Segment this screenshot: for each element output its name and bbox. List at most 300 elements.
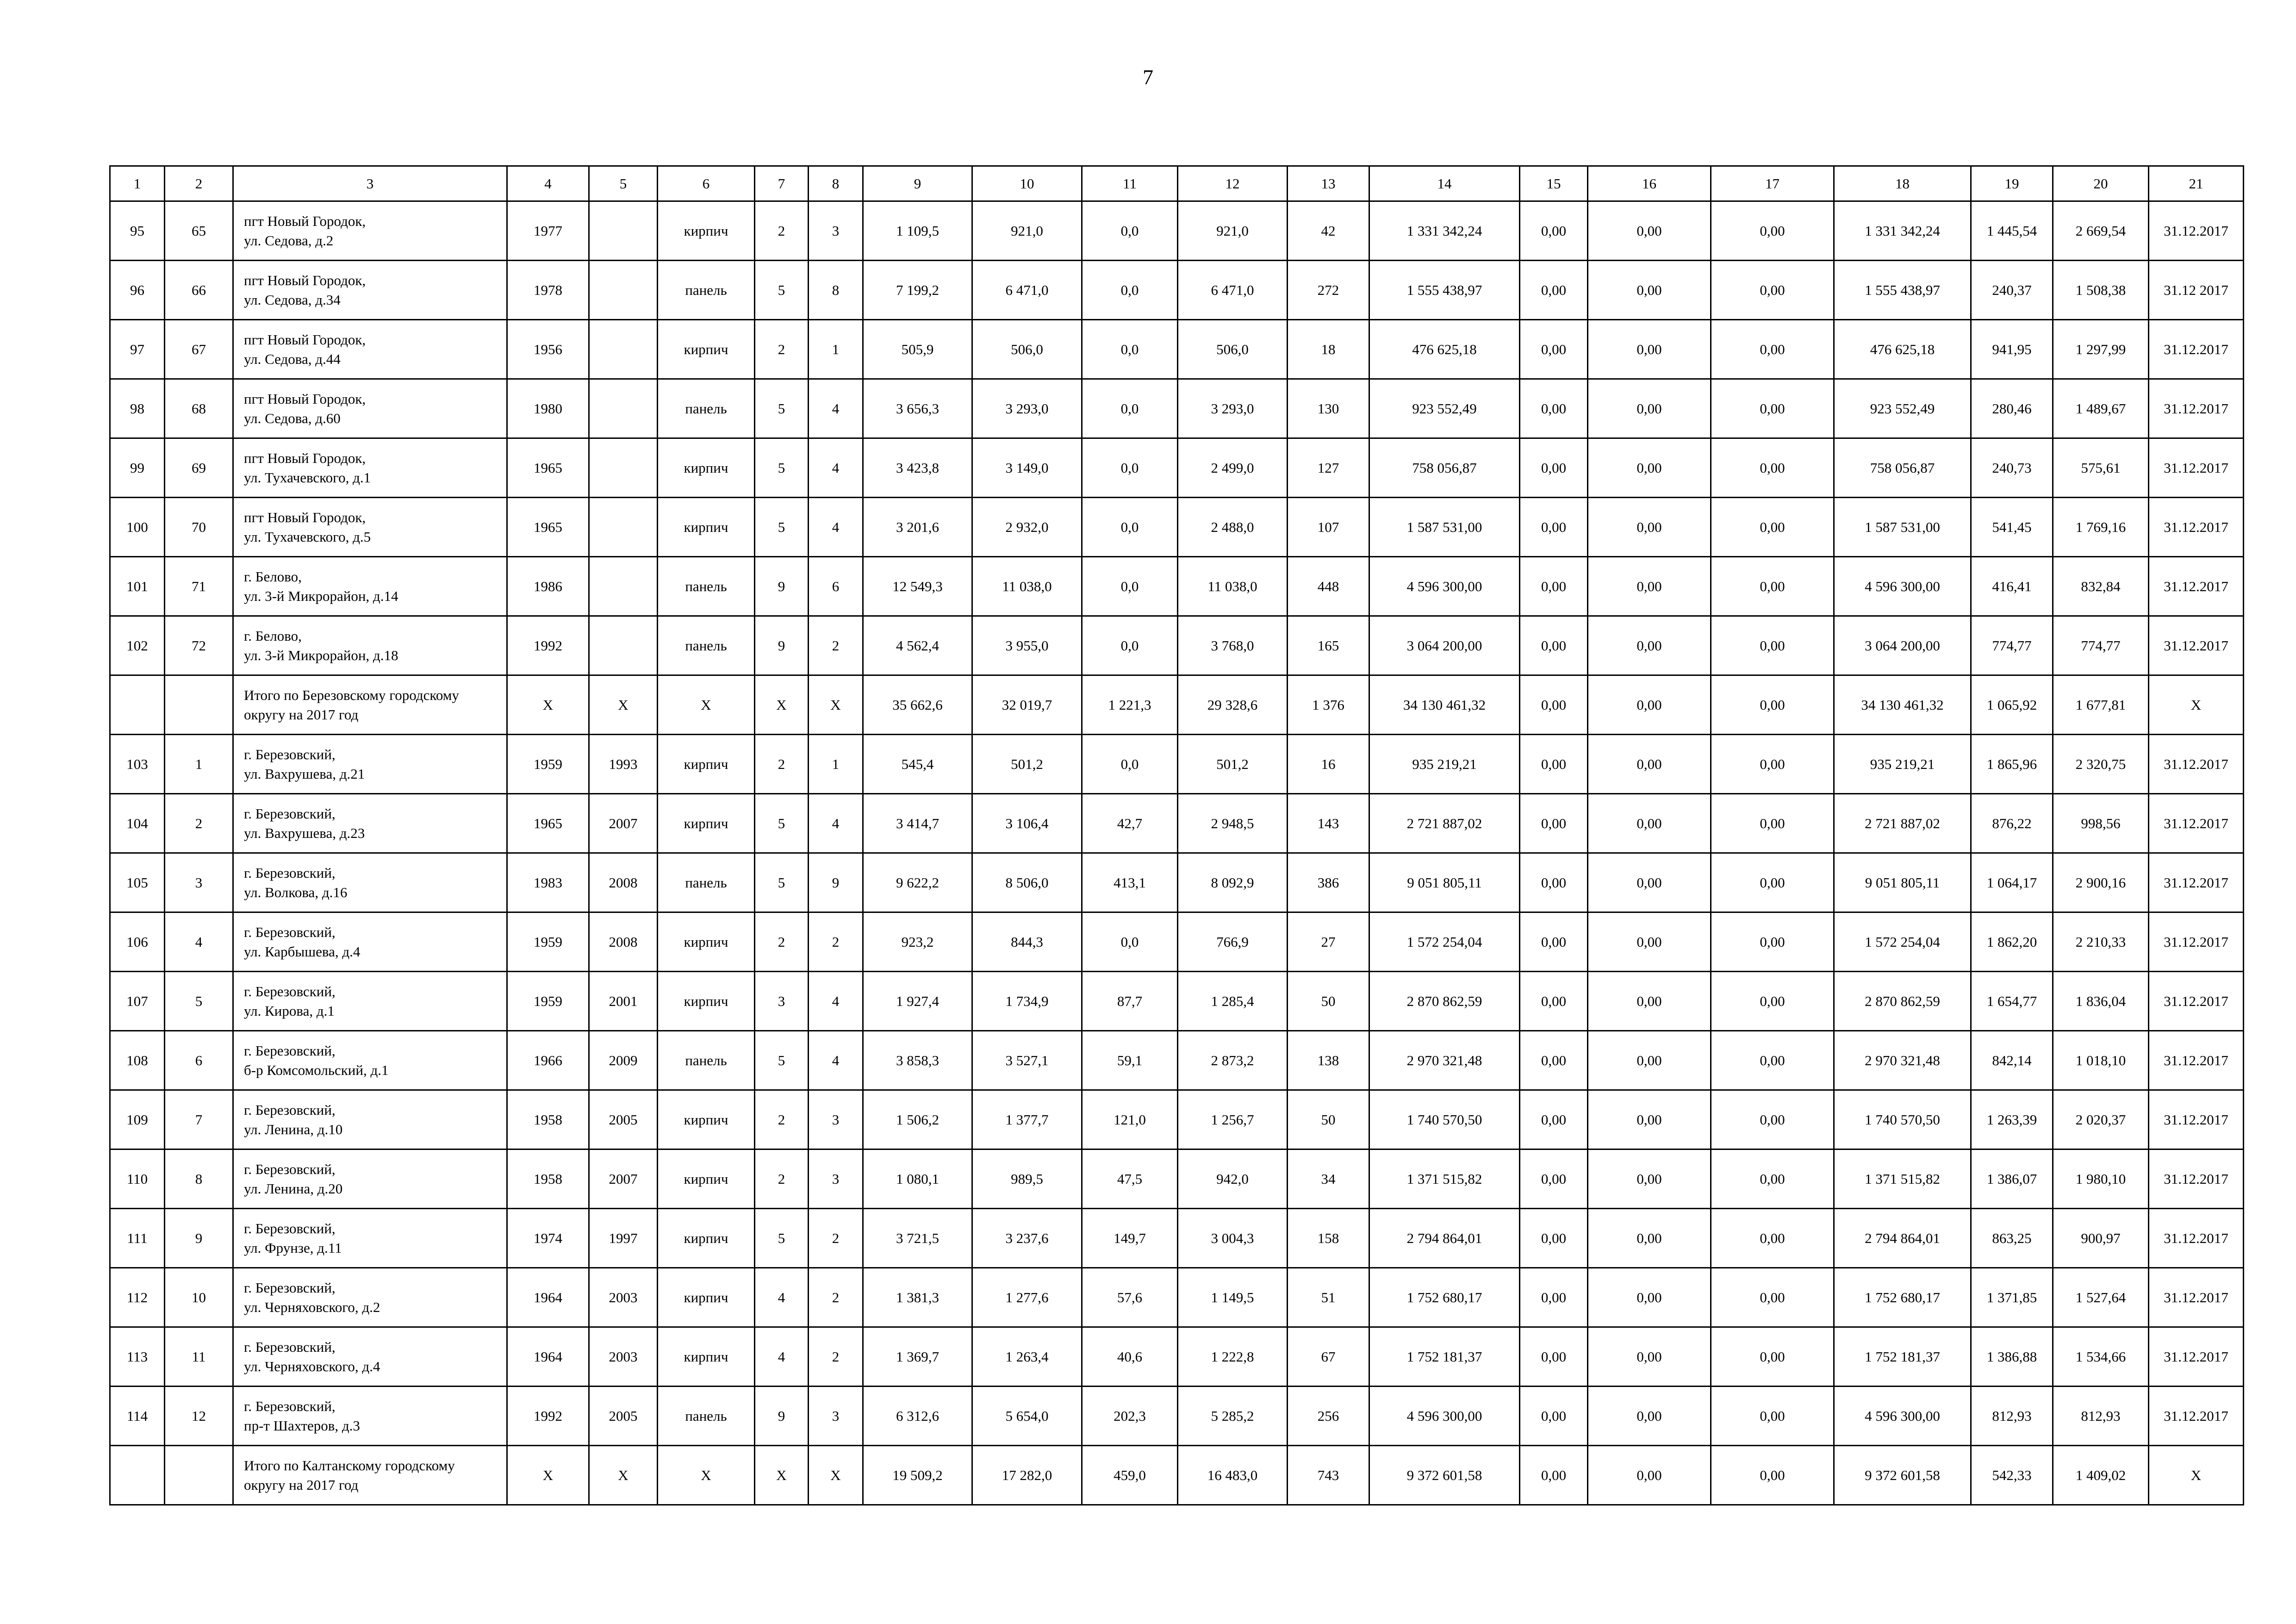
cell-col-12: 3 004,3	[1178, 1209, 1288, 1268]
cell-col-17: 0,00	[1711, 498, 1834, 557]
cell-col-15: 0,00	[1520, 498, 1588, 557]
cell-col-5: 1997	[589, 1209, 658, 1268]
cell-col-6: панель	[658, 261, 755, 320]
address-line: пр-т Шахтеров, д.3	[244, 1417, 360, 1434]
cell-col-19: 863,25	[1971, 1209, 2053, 1268]
cell-col-19: 240,73	[1971, 438, 2053, 498]
cell-col-15: 0,00	[1520, 201, 1588, 261]
cell-col-5: X	[589, 1446, 658, 1505]
cell-col-16: 0,00	[1588, 1031, 1711, 1090]
address-cell	[233, 320, 507, 379]
address-cell	[233, 557, 507, 616]
address-line: округу на 2017 год	[244, 1476, 359, 1493]
cell-col-4: 1964	[507, 1327, 589, 1387]
cell-col-6: панель	[658, 557, 755, 616]
cell-col-17: 0,00	[1711, 1387, 1834, 1446]
cell-col-13: 107	[1288, 498, 1369, 557]
cell-col-12: 1 149,5	[1178, 1268, 1288, 1327]
column-number: 17	[1711, 166, 1834, 201]
cell-col-21: X	[2149, 1446, 2244, 1505]
cell-col-14: 1 555 438,97	[1369, 261, 1520, 320]
cell-col-10: 3 106,4	[972, 794, 1082, 853]
cell-col-19: 1 064,17	[1971, 853, 2053, 912]
cell-col-12: 1 256,7	[1178, 1090, 1288, 1149]
cell-col-9: 1 381,3	[863, 1268, 972, 1327]
cell-col-18: 2 794 864,01	[1834, 1209, 1971, 1268]
cell-col-14: 935 219,21	[1369, 735, 1520, 794]
cell-col-11: 1 221,3	[1082, 675, 1178, 735]
cell-col-1: 102	[110, 616, 165, 675]
address-line: ул. Вахрушева, д.23	[244, 824, 365, 841]
cell-col-10: 3 293,0	[972, 379, 1082, 438]
cell-col-6: кирпич	[658, 1268, 755, 1327]
cell-col-5	[589, 557, 658, 616]
cell-col-19: 1 654,77	[1971, 972, 2053, 1031]
cell-col-10: 5 654,0	[972, 1387, 1082, 1446]
address-line: ул. Карбышева, д.4	[244, 943, 361, 960]
cell-col-11: 0,0	[1082, 557, 1178, 616]
cell-col-11: 0,0	[1082, 498, 1178, 557]
cell-col-11: 87,7	[1082, 972, 1178, 1031]
cell-col-8: 4	[809, 379, 863, 438]
cell-col-14: 2 870 862,59	[1369, 972, 1520, 1031]
cell-col-1: 111	[110, 1209, 165, 1268]
cell-col-21: 31.12.2017	[2149, 438, 2244, 498]
cell-col-9: 4 562,4	[863, 616, 972, 675]
address-line: г. Березовский,	[244, 983, 336, 999]
column-number: 3	[233, 166, 507, 201]
cell-col-10: 17 282,0	[972, 1446, 1082, 1505]
table-row	[110, 972, 2244, 1031]
cell-col-8: 3	[809, 1149, 863, 1209]
cell-col-16: 0,00	[1588, 1209, 1711, 1268]
address-line: ул. Седова, д.60	[244, 410, 341, 426]
table-row	[110, 1090, 2244, 1149]
cell-col-11: 42,7	[1082, 794, 1178, 853]
address-line: ул. Черняховского, д.4	[244, 1358, 380, 1374]
cell-col-4: 1983	[507, 853, 589, 912]
cell-col-4: 1959	[507, 735, 589, 794]
address-line: округу на 2017 год	[244, 706, 359, 723]
cell-col-12: 29 328,6	[1178, 675, 1288, 735]
cell-col-13: 50	[1288, 1090, 1369, 1149]
table-row	[110, 261, 2244, 320]
cell-col-7: 5	[755, 379, 809, 438]
address-line: ул. Седова, д.44	[244, 350, 341, 367]
cell-col-11: 121,0	[1082, 1090, 1178, 1149]
address-cell	[233, 438, 507, 498]
cell-col-13: 448	[1288, 557, 1369, 616]
cell-col-2: 9	[165, 1209, 233, 1268]
cell-col-17: 0,00	[1711, 1209, 1834, 1268]
cell-col-18: 3 064 200,00	[1834, 616, 1971, 675]
cell-col-5: 2007	[589, 1149, 658, 1209]
cell-col-19: 1 386,07	[1971, 1149, 2053, 1209]
cell-col-20: 2 669,54	[2053, 201, 2149, 261]
cell-col-10: 3 149,0	[972, 438, 1082, 498]
cell-col-14: 1 371 515,82	[1369, 1149, 1520, 1209]
cell-col-8: 2	[809, 1209, 863, 1268]
cell-col-12: 1 285,4	[1178, 972, 1288, 1031]
cell-col-15: 0,00	[1520, 912, 1588, 972]
cell-col-1: 101	[110, 557, 165, 616]
cell-col-11: 40,6	[1082, 1327, 1178, 1387]
cell-col-16: 0,00	[1588, 498, 1711, 557]
cell-col-7: 2	[755, 1090, 809, 1149]
cell-col-2: 8	[165, 1149, 233, 1209]
cell-col-11: 47,5	[1082, 1149, 1178, 1209]
cell-col-9: 1 927,4	[863, 972, 972, 1031]
cell-col-21: 31.12.2017	[2149, 794, 2244, 853]
cell-col-4: 1958	[507, 1149, 589, 1209]
cell-col-2: 71	[165, 557, 233, 616]
cell-col-21: 31.12.2017	[2149, 379, 2244, 438]
total-row	[110, 1446, 2244, 1505]
address-line: ул. Кирова, д.1	[244, 1002, 335, 1019]
cell-col-19: 842,14	[1971, 1031, 2053, 1090]
cell-col-20: 832,84	[2053, 557, 2149, 616]
cell-col-20: 812,93	[2053, 1387, 2149, 1446]
housing-register-table	[109, 165, 2244, 1505]
cell-col-8: 3	[809, 201, 863, 261]
cell-col-2: 65	[165, 201, 233, 261]
cell-col-4: 1964	[507, 1268, 589, 1327]
cell-col-12: 2 873,2	[1178, 1031, 1288, 1090]
address-cell	[233, 1090, 507, 1149]
cell-col-20: 1 489,67	[2053, 379, 2149, 438]
cell-col-20: 1 297,99	[2053, 320, 2149, 379]
address-cell	[233, 1031, 507, 1090]
cell-col-7: X	[755, 1446, 809, 1505]
address-line: г. Белово,	[244, 568, 302, 585]
address-line: г. Березовский,	[244, 1101, 336, 1118]
address-cell	[233, 794, 507, 853]
address-line: пгт Новый Городок,	[244, 272, 366, 288]
cell-col-15: 0,00	[1520, 675, 1588, 735]
address-line: г. Березовский,	[244, 1338, 336, 1355]
cell-col-14: 1 572 254,04	[1369, 912, 1520, 972]
cell-col-10: 844,3	[972, 912, 1082, 972]
cell-col-8: 1	[809, 735, 863, 794]
cell-col-2: 68	[165, 379, 233, 438]
cell-col-8: 1	[809, 320, 863, 379]
cell-col-16: 0,00	[1588, 794, 1711, 853]
cell-col-11: 413,1	[1082, 853, 1178, 912]
column-number: 12	[1178, 166, 1288, 201]
table-row	[110, 1209, 2244, 1268]
cell-col-14: 9 372 601,58	[1369, 1446, 1520, 1505]
cell-col-8: 4	[809, 794, 863, 853]
cell-col-20: 998,56	[2053, 794, 2149, 853]
cell-col-17: 0,00	[1711, 972, 1834, 1031]
cell-col-18: 1 740 570,50	[1834, 1090, 1971, 1149]
address-line: ул. Седова, д.2	[244, 232, 334, 249]
cell-col-17: 0,00	[1711, 794, 1834, 853]
cell-col-9: 3 414,7	[863, 794, 972, 853]
cell-col-5: 2008	[589, 912, 658, 972]
cell-col-7: 5	[755, 794, 809, 853]
address-line: пгт Новый Городок,	[244, 212, 366, 229]
address-line: г. Березовский,	[244, 1042, 336, 1059]
cell-col-1: 100	[110, 498, 165, 557]
cell-col-11: 0,0	[1082, 201, 1178, 261]
cell-col-13: 50	[1288, 972, 1369, 1031]
cell-col-4: 1992	[507, 1387, 589, 1446]
page-number: 7	[1143, 65, 1153, 89]
cell-col-6: кирпич	[658, 201, 755, 261]
cell-col-17: 0,00	[1711, 320, 1834, 379]
cell-col-15: 0,00	[1520, 616, 1588, 675]
cell-col-9: 505,9	[863, 320, 972, 379]
cell-col-4: 1958	[507, 1090, 589, 1149]
cell-col-19: 1 386,88	[1971, 1327, 2053, 1387]
total-row	[110, 675, 2244, 735]
cell-col-12: 6 471,0	[1178, 261, 1288, 320]
cell-col-7: 2	[755, 320, 809, 379]
cell-col-7: 5	[755, 261, 809, 320]
cell-col-16: 0,00	[1588, 675, 1711, 735]
cell-col-16: 0,00	[1588, 1327, 1711, 1387]
cell-col-14: 1 752 181,37	[1369, 1327, 1520, 1387]
address-line: г. Березовский,	[244, 1279, 336, 1296]
table-row	[110, 201, 2244, 261]
cell-col-18: 9 051 805,11	[1834, 853, 1971, 912]
cell-col-19: 1 371,85	[1971, 1268, 2053, 1327]
address-line: ул. Ленина, д.10	[244, 1121, 343, 1137]
column-number: 8	[809, 166, 863, 201]
cell-col-6: кирпич	[658, 794, 755, 853]
cell-col-16: 0,00	[1588, 616, 1711, 675]
cell-col-6: панель	[658, 853, 755, 912]
cell-col-11: 0,0	[1082, 912, 1178, 972]
cell-col-9: 1 506,2	[863, 1090, 972, 1149]
address-line: ул. 3-й Микрорайон, д.18	[244, 647, 398, 663]
cell-col-1: 110	[110, 1149, 165, 1209]
cell-col-12: 3 293,0	[1178, 379, 1288, 438]
cell-col-6: кирпич	[658, 1209, 755, 1268]
cell-col-17: 0,00	[1711, 912, 1834, 972]
cell-col-20: 2 320,75	[2053, 735, 2149, 794]
cell-col-17: 0,00	[1711, 261, 1834, 320]
cell-col-12: 16 483,0	[1178, 1446, 1288, 1505]
cell-col-1: 105	[110, 853, 165, 912]
address-line: ул. Волкова, д.16	[244, 884, 348, 900]
cell-col-5: 2008	[589, 853, 658, 912]
cell-col-20: 2 020,37	[2053, 1090, 2149, 1149]
column-number: 4	[507, 166, 589, 201]
cell-col-21: 31.12.2017	[2149, 1031, 2244, 1090]
cell-col-16: 0,00	[1588, 438, 1711, 498]
cell-col-11: 0,0	[1082, 438, 1178, 498]
address-line: б-р Комсомольский, д.1	[244, 1062, 389, 1078]
cell-col-10: 1 263,4	[972, 1327, 1082, 1387]
address-line: г. Березовский,	[244, 1220, 336, 1237]
cell-col-7: 5	[755, 1031, 809, 1090]
cell-col-1: 108	[110, 1031, 165, 1090]
cell-col-10: 1 277,6	[972, 1268, 1082, 1327]
column-number: 16	[1588, 166, 1711, 201]
table-row	[110, 794, 2244, 853]
cell-col-16: 0,00	[1588, 1268, 1711, 1327]
cell-col-14: 1 331 342,24	[1369, 201, 1520, 261]
cell-col-5: X	[589, 675, 658, 735]
cell-col-7: 2	[755, 912, 809, 972]
cell-col-12: 2 488,0	[1178, 498, 1288, 557]
cell-col-6: кирпич	[658, 438, 755, 498]
cell-col-16: 0,00	[1588, 912, 1711, 972]
cell-col-18: 9 372 601,58	[1834, 1446, 1971, 1505]
cell-col-13: 743	[1288, 1446, 1369, 1505]
cell-col-4: 1980	[507, 379, 589, 438]
address-line: пгт Новый Городок,	[244, 331, 366, 348]
cell-col-7: 9	[755, 1387, 809, 1446]
cell-col-5	[589, 498, 658, 557]
cell-col-14: 1 587 531,00	[1369, 498, 1520, 557]
cell-col-9: 1 080,1	[863, 1149, 972, 1209]
cell-col-8: 2	[809, 616, 863, 675]
cell-col-15: 0,00	[1520, 320, 1588, 379]
cell-col-7: 2	[755, 735, 809, 794]
address-cell	[233, 616, 507, 675]
cell-col-2: 72	[165, 616, 233, 675]
cell-col-15: 0,00	[1520, 1327, 1588, 1387]
cell-col-8: X	[809, 1446, 863, 1505]
cell-col-13: 16	[1288, 735, 1369, 794]
column-number: 15	[1520, 166, 1588, 201]
cell-col-19: 1 445,54	[1971, 201, 2053, 261]
cell-col-17: 0,00	[1711, 438, 1834, 498]
cell-col-6: кирпич	[658, 1090, 755, 1149]
cell-col-4: 1977	[507, 201, 589, 261]
cell-col-12: 5 285,2	[1178, 1387, 1288, 1446]
cell-col-18: 34 130 461,32	[1834, 675, 1971, 735]
cell-col-13: 130	[1288, 379, 1369, 438]
column-number: 2	[165, 166, 233, 201]
cell-col-1: 99	[110, 438, 165, 498]
cell-col-17: 0,00	[1711, 1446, 1834, 1505]
table-row	[110, 1031, 2244, 1090]
address-line: г. Березовский,	[244, 1398, 336, 1414]
cell-col-16: 0,00	[1588, 1149, 1711, 1209]
cell-col-6: кирпич	[658, 912, 755, 972]
cell-col-16: 0,00	[1588, 853, 1711, 912]
cell-col-10: 506,0	[972, 320, 1082, 379]
cell-col-13: 67	[1288, 1327, 1369, 1387]
cell-col-10: 11 038,0	[972, 557, 1082, 616]
cell-col-5: 2005	[589, 1387, 658, 1446]
cell-col-15: 0,00	[1520, 379, 1588, 438]
cell-col-10: 6 471,0	[972, 261, 1082, 320]
cell-col-21: 31.12.2017	[2149, 1149, 2244, 1209]
cell-col-4: X	[507, 1446, 589, 1505]
cell-col-10: 3 237,6	[972, 1209, 1082, 1268]
table-row	[110, 379, 2244, 438]
cell-col-18: 1 572 254,04	[1834, 912, 1971, 972]
cell-col-4: 1959	[507, 972, 589, 1031]
cell-col-10: 2 932,0	[972, 498, 1082, 557]
cell-col-20: 1 677,81	[2053, 675, 2149, 735]
column-number: 10	[972, 166, 1082, 201]
cell-col-19: 416,41	[1971, 557, 2053, 616]
cell-col-21: 31.12.2017	[2149, 557, 2244, 616]
cell-col-17: 0,00	[1711, 1090, 1834, 1149]
cell-col-14: 476 625,18	[1369, 320, 1520, 379]
cell-col-18: 4 596 300,00	[1834, 1387, 1971, 1446]
cell-col-13: 165	[1288, 616, 1369, 675]
cell-col-8: 2	[809, 912, 863, 972]
cell-col-20: 1 769,16	[2053, 498, 2149, 557]
column-number: 9	[863, 166, 972, 201]
cell-col-21: 31.12.2017	[2149, 320, 2244, 379]
cell-col-7: 2	[755, 1149, 809, 1209]
cell-col-18: 2 970 321,48	[1834, 1031, 1971, 1090]
cell-col-15: 0,00	[1520, 794, 1588, 853]
cell-col-2: 70	[165, 498, 233, 557]
cell-col-19: 812,93	[1971, 1387, 2053, 1446]
cell-col-1: 114	[110, 1387, 165, 1446]
cell-col-6: кирпич	[658, 498, 755, 557]
cell-col-7: 4	[755, 1327, 809, 1387]
table-row	[110, 438, 2244, 498]
cell-col-14: 1 740 570,50	[1369, 1090, 1520, 1149]
address-line: г. Березовский,	[244, 1161, 336, 1177]
cell-col-9: 12 549,3	[863, 557, 972, 616]
cell-col-21: 31.12.2017	[2149, 1327, 2244, 1387]
cell-col-8: 6	[809, 557, 863, 616]
cell-col-15: 0,00	[1520, 1209, 1588, 1268]
cell-col-2: 12	[165, 1387, 233, 1446]
cell-col-18: 1 587 531,00	[1834, 498, 1971, 557]
cell-col-1: 106	[110, 912, 165, 972]
cell-col-20: 774,77	[2053, 616, 2149, 675]
cell-col-5: 2005	[589, 1090, 658, 1149]
cell-col-12: 921,0	[1178, 201, 1288, 261]
cell-col-19: 941,95	[1971, 320, 2053, 379]
cell-col-1: 109	[110, 1090, 165, 1149]
cell-col-16: 0,00	[1588, 1446, 1711, 1505]
cell-col-15: 0,00	[1520, 1031, 1588, 1090]
cell-col-5	[589, 379, 658, 438]
address-cell	[233, 1149, 507, 1209]
cell-col-2: 1	[165, 735, 233, 794]
address-cell	[233, 379, 507, 438]
cell-col-15: 0,00	[1520, 557, 1588, 616]
cell-col-8: 3	[809, 1387, 863, 1446]
cell-col-21: 31.12.2017	[2149, 1090, 2244, 1149]
address-line: г. Березовский,	[244, 924, 336, 940]
cell-col-9: 3 858,3	[863, 1031, 972, 1090]
cell-col-1: 103	[110, 735, 165, 794]
address-cell	[233, 1327, 507, 1387]
cell-col-1: 97	[110, 320, 165, 379]
cell-col-4: 1974	[507, 1209, 589, 1268]
cell-col-13: 272	[1288, 261, 1369, 320]
cell-col-9: 19 509,2	[863, 1446, 972, 1505]
cell-col-13: 138	[1288, 1031, 1369, 1090]
cell-col-2: 67	[165, 320, 233, 379]
cell-col-7: 5	[755, 1209, 809, 1268]
address-line: пгт Новый Городок,	[244, 450, 366, 466]
cell-col-9: 7 199,2	[863, 261, 972, 320]
cell-col-5: 1993	[589, 735, 658, 794]
cell-col-13: 386	[1288, 853, 1369, 912]
cell-col-9: 1 369,7	[863, 1327, 972, 1387]
cell-col-16: 0,00	[1588, 320, 1711, 379]
cell-col-17: 0,00	[1711, 1327, 1834, 1387]
address-line: г. Белово,	[244, 627, 302, 644]
cell-col-4: 1956	[507, 320, 589, 379]
cell-col-6: панель	[658, 1387, 755, 1446]
